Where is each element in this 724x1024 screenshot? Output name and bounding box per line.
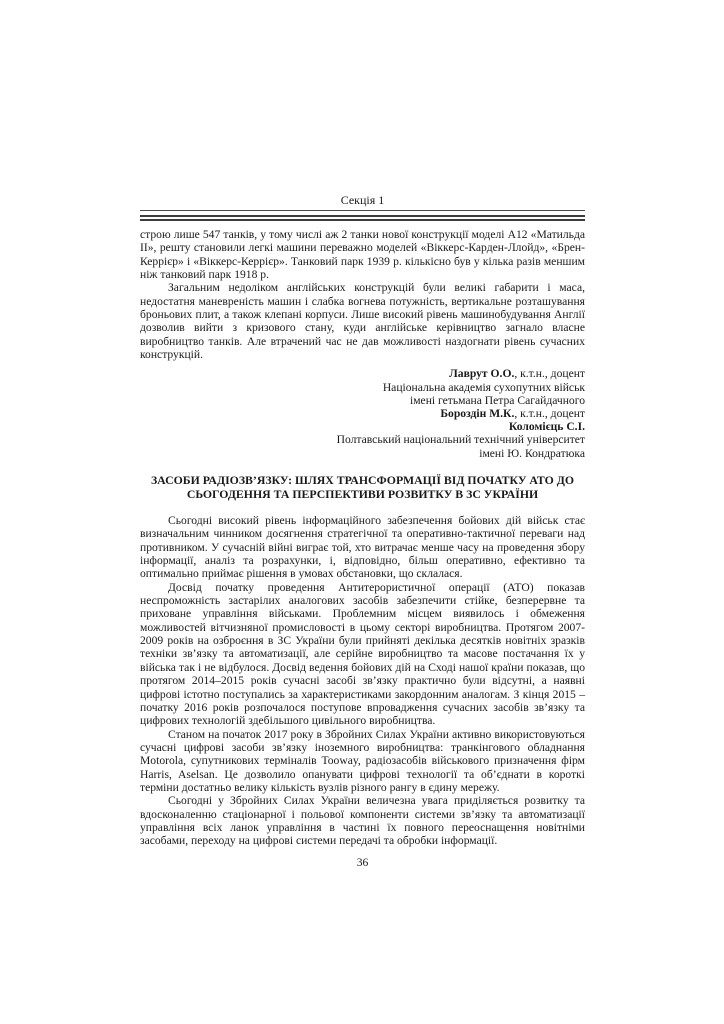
author-affiliation: імені гетьмана Петра Сагайдачного — [409, 393, 585, 407]
author-line — [140, 367, 585, 380]
author-block — [140, 367, 585, 459]
author-affiliation: імені Ю. Кондратюка — [479, 446, 585, 460]
header-thin-rule — [140, 210, 585, 211]
page-number: 36 — [356, 855, 369, 869]
section-header-label: Секція 1 — [340, 193, 385, 207]
page-content — [140, 193, 585, 870]
author-name: Коломієць С.І. — [508, 420, 585, 434]
author-name: Бороздін М.К. — [440, 407, 515, 421]
author-degree: , к.т.н., доцент — [514, 367, 585, 381]
author-name: Лаврут О.О. — [449, 367, 515, 381]
author-affiliation: Національна академія сухопутних військ — [382, 380, 585, 394]
paragraph-english-designs: Загальним недоліком англійських конструкцій були великі габарити і маса, недостатня маневреність машин і слабка вогнева потужність, вертикальне розташування броньових плит, а також клепані корпуси. Лише високий рівень машинобудування Англії дозволив вийти з кризового стану, куди англійське керівництво загнало власне виробництво танків. Але втрачений час не дав можливості наздогнати рівень сучасних конструкцій. — [140, 281, 585, 362]
paragraph-2017-equipment: Станом на початок 2017 року в Збройних Силах України активно використовуються сучасні цифрові засоби зв’язку іноземного виробництва: транкінгового обладнання Motorola, супутникових терміналів Tooway, радіозасобів військового призначення фірм Harris, Aselsan. Це дозволило опанувати цифрові технології та об’єднати в короткі терміни достатньо велику кількість вузлів різного рангу в єдину мережу. — [140, 727, 585, 794]
author-line — [140, 420, 585, 433]
author-line — [140, 407, 585, 420]
paragraph-tank-count: строю лише 547 танків, у тому числі аж 2 танки нової конструкції моделі А12 «Матильда II», решту становили легкі машини переважно моделей «Віккерс-Карден-Ллойд», «Брен-Керрієр» і «Віккерс-Керрієр». Танковий парк 1939 р. кількісно був у кілька разів меншим ніж танковий парк 1918 р. — [140, 228, 585, 282]
section-header — [140, 193, 585, 221]
header-double-rule — [140, 215, 585, 221]
paragraph-information-support: Сьогодні високий рівень інформаційного забезпечення бойових дій військ стає визначальним чинником досягнення стратегічної та оперативно-тактичної переваги над противником. У сучасній війні виграє той, хто витрачає менше часу на проведення збору інформації, аналіз та розрахунки, і, відповідно, більш оперативно, ефективно та оптимально приймає рішення в умовах обстановки, що склалася. — [140, 514, 585, 581]
paper-title: ЗАСОБИ РАДІОЗВ’ЯЗКУ: ШЛЯХ ТРАНСФОРМАЦІЇ ВІД ПОЧАТКУ АТО ДО СЬОГОДЕННЯ ТА ПЕРСПЕКТИВИ РОЗВИТКУ В ЗС УКРАЇНИ — [150, 472, 575, 502]
paragraph-current-development: Сьогодні у Збройних Силах України величезна увага приділяється розвитку та вдосконаленню стаціонарної і польової компоненти системи зв’язку та автоматизації управління всіх ланок управління в частині їх повного переоснащення новітніми засобами, переходу на цифрові системи передачі та обробки інформації. — [140, 794, 585, 848]
paragraph-ato-experience: Досвід початку проведення Антитерористичної операції (АТО) показав неспроможність застарілих аналогових засобів забезпечити стійке, безперервне та приховане управління військами. Проблемним місцем виявилось і обмеження можливостей вітчизняної промисловості в цьому секторі виробництва. Протягом 2007-2009 років на озброєння в ЗС України були прийняті декілька десятків новітніх зразків техніки зв’язку та автоматизації, але серійне виробництво та масове постачання їх у війська так і не відбулося. Досвід ведення бойових дій на Сході нашої країни показав, що протягом 2014–2015 років сучасні засобі зв’язку практично були відсутні, а наявні цифрові істотно поступались за характеристиками закордонним аналогам. З кінця 2015 – початку 2016 років розпочалося поступове впровадження сучасних засобів зв’язку та цифрових технологій здебільшого цивільного виробництва. — [140, 580, 585, 728]
author-affiliation: Полтавський національний технічний університет — [336, 433, 585, 447]
author-degree: , к.т.н., доцент — [514, 407, 585, 421]
